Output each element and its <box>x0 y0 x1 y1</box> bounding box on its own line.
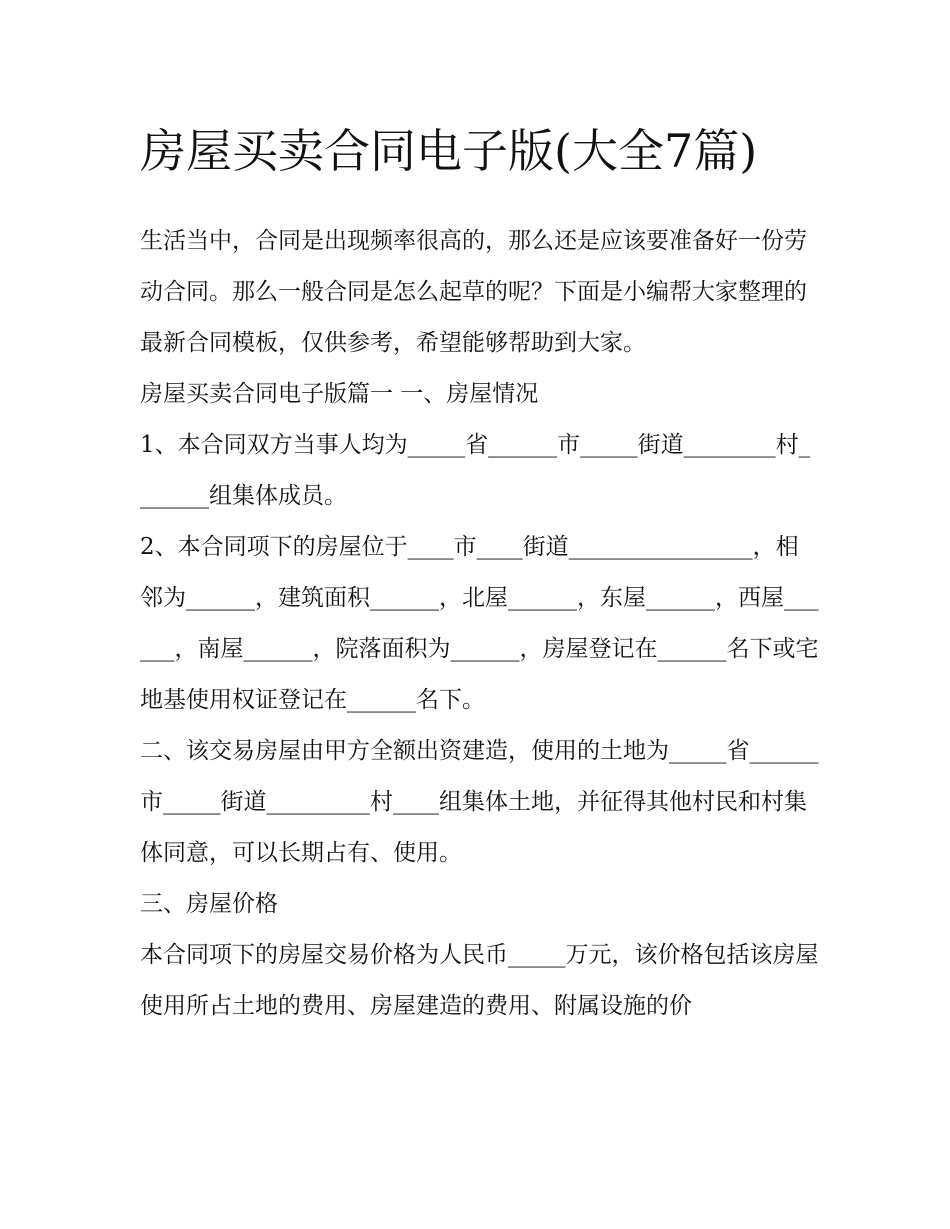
section-heading-house-situation: 房屋买卖合同电子版篇一 一、房屋情况 <box>140 381 539 407</box>
document-page <box>140 112 820 1032</box>
price-paragraph: 本合同项下的房屋交易价格为人民币_____万元，该价格包括该房屋使用所占土地的费用、房屋建造的费用、附属设施的价 <box>140 942 819 1019</box>
section-heading-house-price: 三、房屋价格 <box>140 891 278 917</box>
document-title: 房屋买卖合同电子版(大全7篇) <box>140 124 758 178</box>
intro-paragraph: 生活当中，合同是出现频率很高的，那么还是应该要准备好一份劳动合同。那么一般合同是怎么起草的呢？下面是小编帮大家整理的最新合同模板，仅供参考，希望能够帮助到大家。 <box>140 228 807 356</box>
section-2-land-use: 二、该交易房屋由甲方全额出资建造，使用的土地为_____省______市_____街道_________村____组集体土地，并征得其他村民和村集体同意，可以长期占有、使用。 <box>140 738 819 866</box>
clause-1-parties: 1、本合同双方当事人均为_____省______市_____街道________村_______组集体成员。 <box>140 432 811 509</box>
document-body <box>140 216 820 1032</box>
clause-2-house-location: 2、本合同项下的房屋位于____市____街道________________，相邻为______，建筑面积______，北屋______，东屋______，西屋______，南屋______，院落面积为______，房屋登记在______名下或宅地基使用权证登记在______名下。 <box>140 534 819 713</box>
